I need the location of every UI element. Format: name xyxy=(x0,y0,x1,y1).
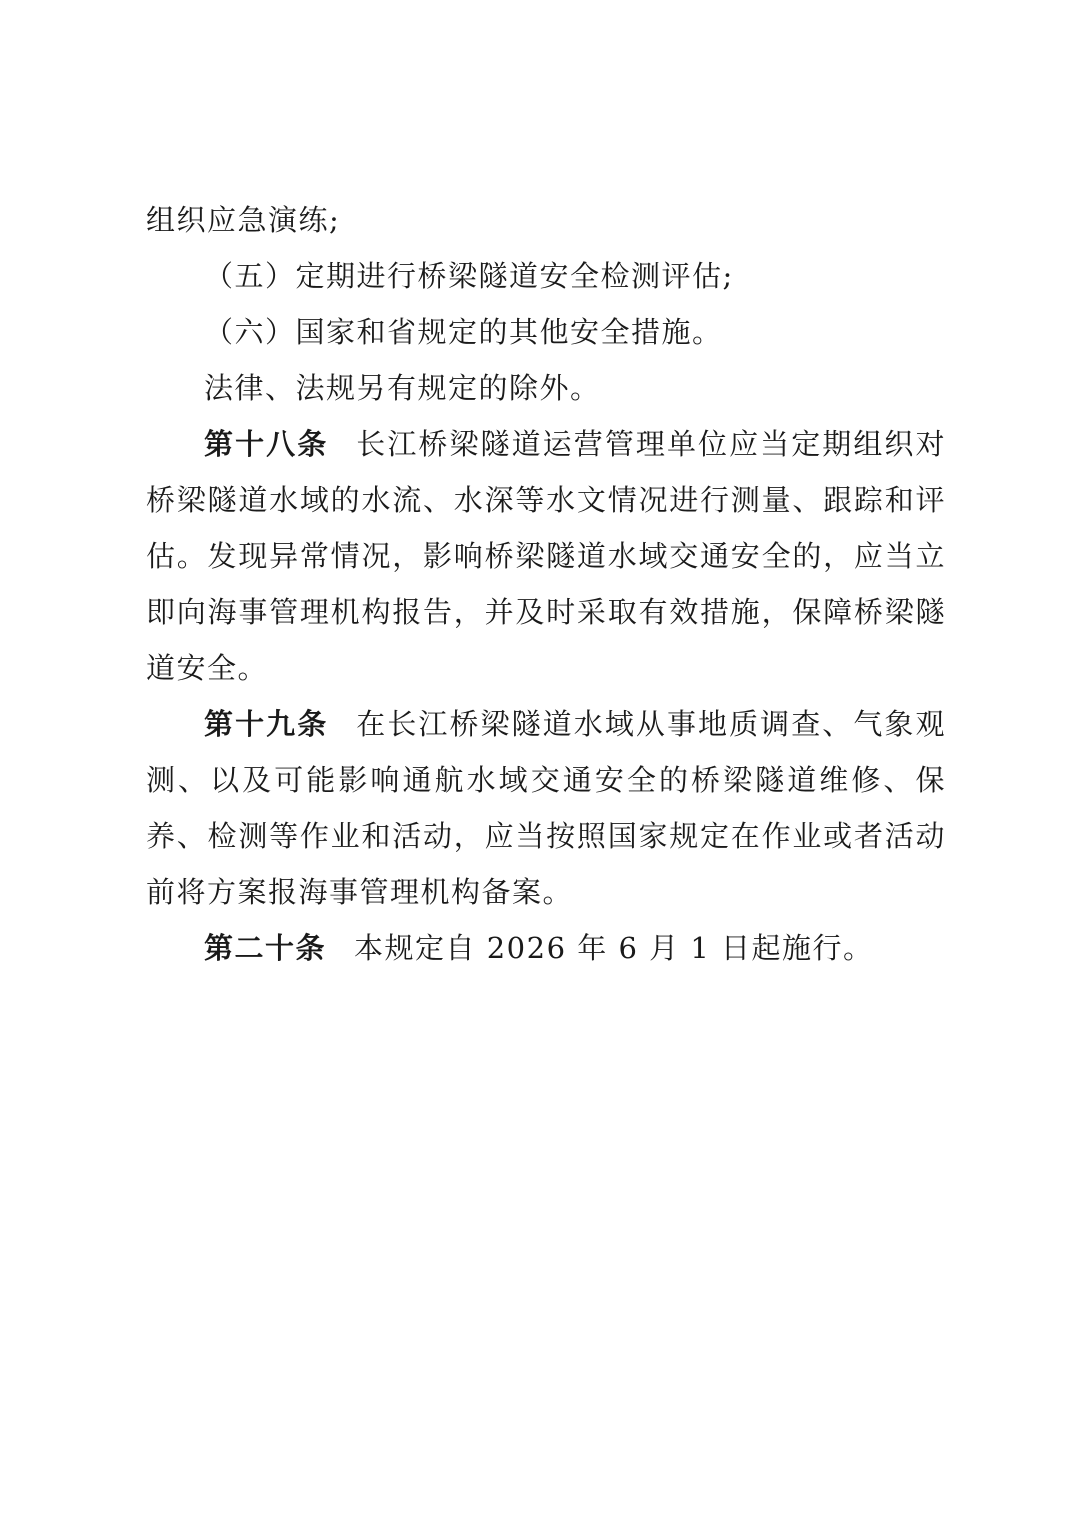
article-18 xyxy=(146,416,946,696)
article-20 xyxy=(146,920,946,976)
paragraph-item-five: （五）定期进行桥梁隧道安全检测评估; xyxy=(204,259,734,293)
article-19-body: 在长江桥梁隧道水域从事地质调查、气象观测、以及可能影响通航水域交通安全的桥梁隧道维修、保养、检测等作业和活动，应当按照国家规定在作业或者活动前将方案报海事管理机构备案。 xyxy=(146,707,946,909)
paragraph-item-six: （六）国家和省规定的其他安全措施。 xyxy=(204,315,723,349)
article-19 xyxy=(146,696,946,920)
paragraph-emergency-drill: 组织应急演练; xyxy=(146,203,341,237)
article-19-label: 第十九条 xyxy=(204,707,329,741)
paragraph-exception: 法律、法规另有规定的除外。 xyxy=(204,371,601,405)
article-20-label: 第二十条 xyxy=(204,931,327,965)
article-20-body: 本规定自 2026 年 6 月 1 日起施行。 xyxy=(354,931,874,965)
article-18-body: 长江桥梁隧道运营管理单位应当定期组织对桥梁隧道水域的水流、水深等水文情况进行测量、跟踪和评估。发现异常情况，影响桥梁隧道水域交通安全的，应当立即向海事管理机构报告，并及时采取有效措施，保障桥梁隧道安全。 xyxy=(146,427,946,685)
document-body xyxy=(146,192,946,976)
article-18-label: 第十八条 xyxy=(204,427,329,461)
